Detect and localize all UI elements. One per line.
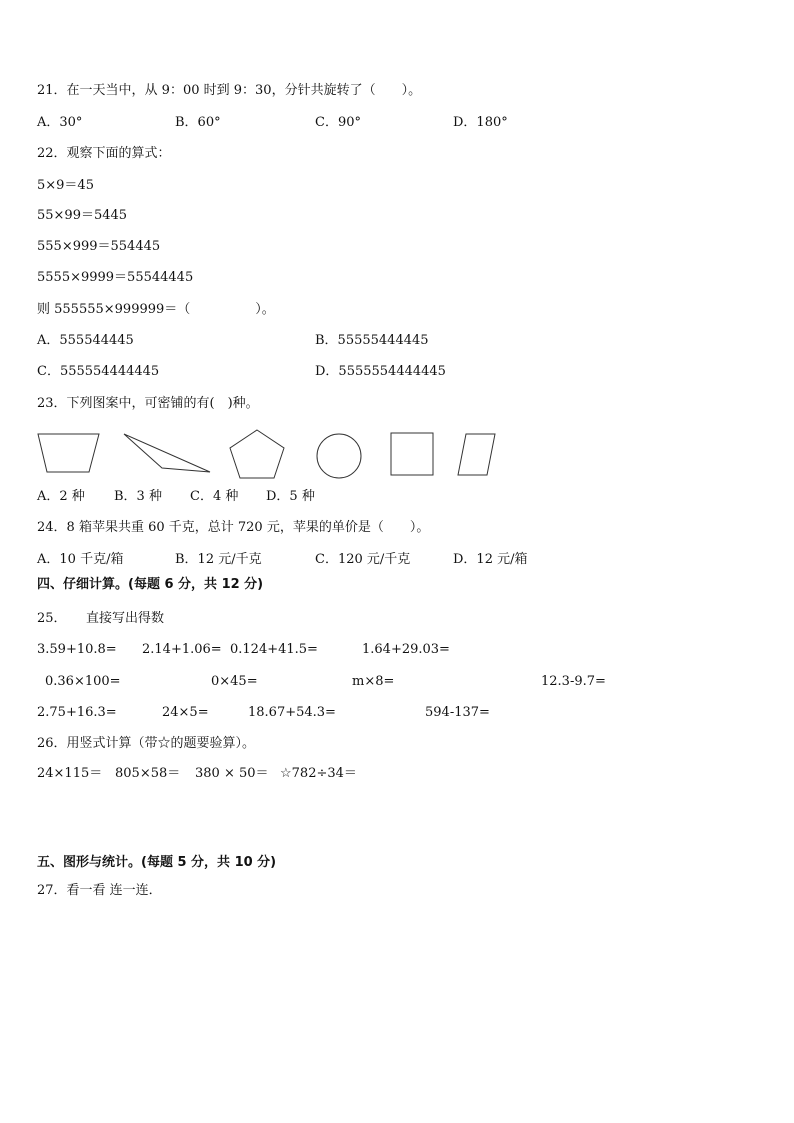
q25-item: 2.75+16.3= bbox=[37, 705, 117, 720]
q23-stem: 23．下列图案中，可密铺的有( )种。 bbox=[37, 396, 259, 411]
q25-item: 0×45= bbox=[211, 674, 258, 689]
section-4-title: 四、仔细计算。(每题 6 分，共 12 分) bbox=[37, 577, 264, 592]
q21-option-a: A．30° bbox=[37, 115, 83, 130]
q25-stem: 25． 直接写出得数 bbox=[37, 611, 165, 626]
q21-option-b: B．60° bbox=[175, 115, 221, 130]
q25-item: 594-137= bbox=[425, 705, 490, 720]
q25-item: 18.67+54.3= bbox=[248, 705, 336, 720]
q23-option-c: C．4 种 bbox=[190, 489, 239, 504]
triangle-icon bbox=[122, 432, 214, 474]
q25-item: 12.3-9.7= bbox=[541, 674, 606, 689]
q25-item: m×8= bbox=[352, 674, 395, 689]
q22-equation-3: 555×999＝554445 bbox=[37, 239, 161, 254]
q22-option-d: D．5555554444445 bbox=[315, 364, 446, 379]
q26-item: 805×58＝ bbox=[115, 766, 181, 781]
q25-item: 2.14+1.06= bbox=[142, 642, 222, 657]
circle-icon bbox=[314, 432, 364, 480]
q26-stem: 26．用竖式计算（带☆的题要验算）。 bbox=[37, 736, 256, 751]
q21-stem: 21．在一天当中，从 9：00 时到 9：30，分针共旋转了（ ）。 bbox=[37, 83, 422, 98]
q24-stem: 24．8 箱苹果共重 60 千克，总计 720 元，苹果的单价是（ ）。 bbox=[37, 520, 430, 535]
q23-option-d: D．5 种 bbox=[266, 489, 315, 504]
q22-equation-2: 55×99＝5445 bbox=[37, 208, 128, 223]
q22-stem: 22．观察下面的算式： bbox=[37, 146, 171, 161]
q25-item: 0.36×100= bbox=[45, 674, 121, 689]
parallelogram-icon bbox=[457, 432, 497, 478]
q23-option-a: A．2 种 bbox=[37, 489, 85, 504]
q24-option-d: D．12 元/箱 bbox=[453, 552, 528, 567]
q22-option-b: B．55555444445 bbox=[315, 333, 429, 348]
square-icon bbox=[390, 432, 436, 478]
q24-option-a: A．10 千克/箱 bbox=[37, 552, 124, 567]
q24-option-c: C．120 元/千克 bbox=[315, 552, 411, 567]
q25-item: 0.124+41.5= bbox=[230, 642, 318, 657]
q21-option-c: C．90° bbox=[315, 115, 361, 130]
q26-item: 24×115＝ bbox=[37, 766, 103, 781]
q24-option-b: B．12 元/千克 bbox=[175, 552, 262, 567]
pentagon-icon bbox=[228, 428, 286, 480]
q25-item: 1.64+29.03= bbox=[362, 642, 450, 657]
q25-item: 24×5= bbox=[162, 705, 209, 720]
q22-question: 则 555555×999999＝（ ）。 bbox=[37, 302, 275, 317]
q25-item: 3.59+10.8= bbox=[37, 642, 117, 657]
section-5-title: 五、图形与统计。(每题 5 分，共 10 分) bbox=[37, 855, 277, 870]
q21-option-d: D．180° bbox=[453, 115, 508, 130]
q26-item: ☆782÷34＝ bbox=[280, 766, 357, 781]
q22-option-a: A．555544445 bbox=[37, 333, 134, 348]
q22-equation-4: 5555×9999＝55544445 bbox=[37, 270, 194, 285]
q27-stem: 27．看一看 连一连． bbox=[37, 883, 162, 898]
q23-option-b: B．3 种 bbox=[114, 489, 162, 504]
q22-option-c: C．555554444445 bbox=[37, 364, 160, 379]
q22-equation-1: 5×9＝45 bbox=[37, 178, 94, 193]
trapezoid-icon bbox=[37, 432, 101, 474]
q26-item: 380 × 50＝ bbox=[195, 766, 269, 781]
